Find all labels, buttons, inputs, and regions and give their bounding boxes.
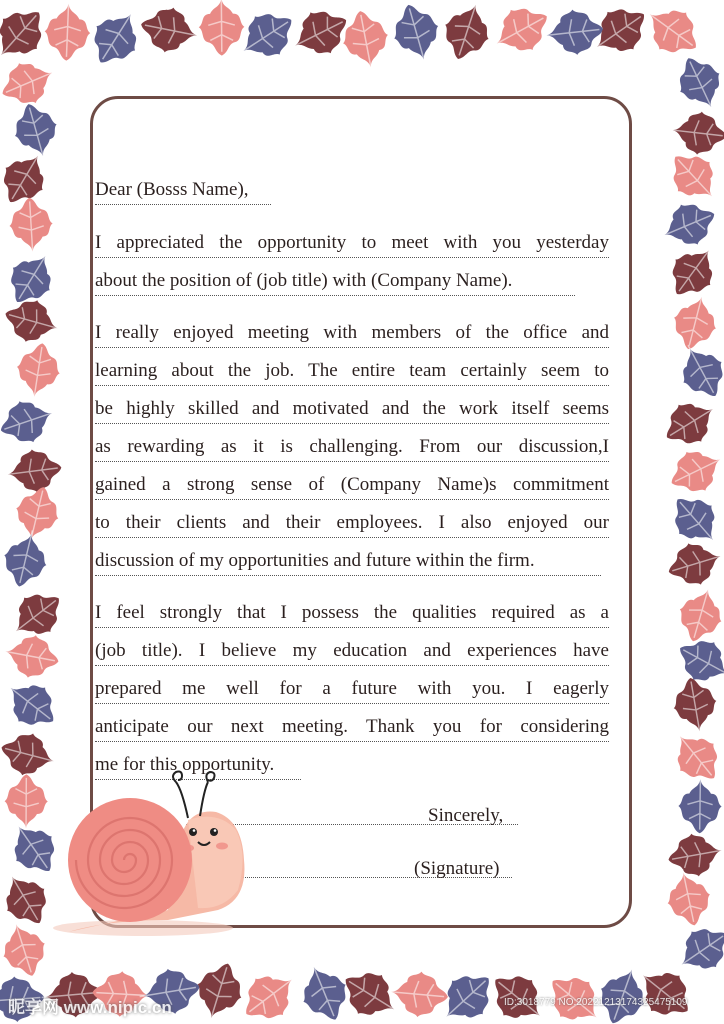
- paragraph-3-line: me for this opportunity.: [95, 751, 301, 780]
- paragraph-2-line: be highly skilled and motivated and the work itself seems: [95, 395, 609, 424]
- leaf-icon: [678, 775, 722, 833]
- leaf-icon: [669, 674, 721, 738]
- leaf-icon: [667, 288, 723, 355]
- paragraph-3-line: (job title). I believe my education and experiences have: [95, 637, 609, 666]
- leaf-icon: [667, 108, 724, 157]
- leaf-icon: [8, 196, 55, 256]
- paragraph-2-line: I really enjoyed meeting with members of the office and: [95, 319, 609, 348]
- leaf-icon: [4, 774, 48, 832]
- leaf-icon: [291, 955, 356, 1024]
- leaf-icon: [338, 7, 394, 75]
- paragraph-1-line: about the position of (job title) with (Company Name).: [95, 267, 575, 296]
- paragraph-2-line: as rewarding as it is challenging. From our discussion,I: [95, 433, 609, 462]
- closing-text: Sincerely,: [428, 805, 504, 826]
- leaf-icon: [386, 0, 447, 70]
- watermark-site: 昵享网 www.nipic.cn: [8, 998, 172, 1017]
- leaf-icon: [0, 525, 53, 591]
- leaf-icon: [198, 0, 244, 56]
- leaf-icon: [540, 6, 605, 58]
- leaf-icon: [661, 865, 715, 930]
- leaf-icon: [660, 142, 724, 214]
- greeting: Dear (Bosss Name),: [95, 176, 271, 205]
- leaf-icon: [0, 293, 67, 350]
- watermark-id: ID:3018779 NO:20221213174325475109: [504, 997, 688, 1008]
- leaf-icon: [282, 0, 357, 68]
- leaf-icon: [137, 2, 206, 59]
- leaf-icon: [12, 340, 63, 404]
- leaf-icon: [666, 916, 724, 984]
- leaf-icon: [481, 962, 557, 1024]
- paragraph-3-line: prepared me well for a future with you. I eagerly: [95, 675, 609, 704]
- leaf-icon: [0, 914, 53, 982]
- leaf-icon: [436, 0, 498, 66]
- leaf-icon: [591, 958, 654, 1024]
- leaf-icon: [661, 720, 724, 792]
- leaf-icon: [233, 959, 309, 1024]
- signature-text: (Signature): [414, 858, 500, 879]
- leaf-icon: [0, 391, 62, 450]
- leaf-icon: [633, 0, 709, 66]
- leaf-icon: [81, 0, 152, 75]
- paragraph-2-line: learning about the job. The entire team certainly seem to: [95, 357, 609, 386]
- leaf-icon: [0, 669, 66, 739]
- leaf-icon: [385, 969, 450, 1020]
- leaf-icon: [8, 98, 65, 165]
- leaf-icon: [482, 0, 557, 65]
- leaf-icon: [0, 0, 56, 73]
- paragraph-2-line: gained a strong sense of (Company Name)s commitment: [95, 471, 609, 500]
- leaf-icon: [662, 438, 724, 502]
- leaf-icon: [672, 580, 724, 647]
- leaf-icon: [669, 49, 724, 119]
- leaf-icon: [665, 828, 724, 881]
- snail-illustration: [48, 760, 258, 940]
- leaf-icon: [0, 630, 62, 683]
- paragraph-2-line: to their clients and their employees. I also enjoyed our: [95, 509, 609, 538]
- leaf-icon: [656, 389, 724, 456]
- leaf-icon: [44, 0, 92, 62]
- leaf-icon: [669, 335, 724, 406]
- paragraph-2-line: discussion of my opportunities and future within the firm.: [95, 547, 601, 576]
- leaf-icon: [0, 51, 64, 113]
- leaf-icon: [9, 482, 64, 548]
- leaf-icon: [659, 235, 724, 307]
- leaf-icon: [1, 446, 64, 496]
- paragraph-3-line: anticipate our next meeting. Thank you for considering: [95, 713, 609, 742]
- paragraph-1-line: I appreciated the opportunity to meet with you yesterday: [95, 229, 609, 258]
- paragraph-3-line: I feel strongly that I possess the qualities required as a: [95, 599, 609, 628]
- leaf-icon: [653, 194, 723, 256]
